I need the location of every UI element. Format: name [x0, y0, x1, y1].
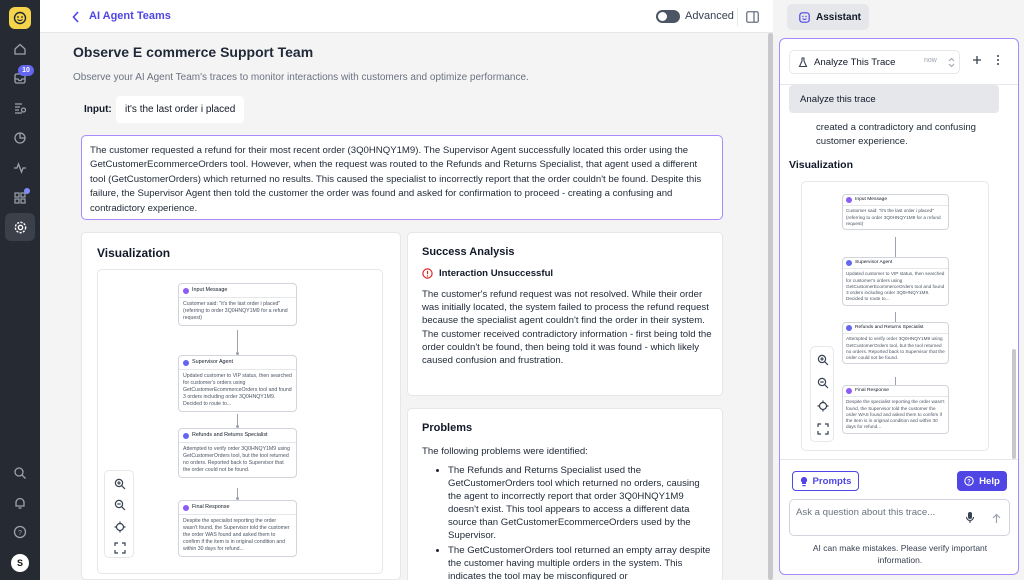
visualization-title: Visualization	[97, 246, 171, 260]
help-icon[interactable]	[10, 522, 30, 542]
node-title: Input Message	[855, 197, 888, 202]
zoom-out-icon[interactable]	[113, 498, 127, 512]
flow-node-input-message[interactable]	[178, 283, 297, 326]
node-title: Refunds and Returns Specialist	[192, 432, 268, 438]
input-value: it's the last order i placed	[116, 96, 244, 123]
node-body: Attempted to verify order 3Q0HNQY1M9 using GetCustomerOrders tool, but the tool returned no orders. Reported back to Supervisor that the order could not be found.	[846, 336, 945, 361]
trace-selector-label: Analyze This Trace	[814, 56, 896, 68]
node-icon	[183, 505, 189, 511]
zoom-in-icon[interactable]	[113, 477, 127, 491]
activity-icon[interactable]	[10, 158, 30, 178]
assistant-flow-canvas[interactable]	[801, 181, 989, 451]
assistant-tab[interactable]	[787, 4, 869, 30]
recenter-icon[interactable]	[816, 399, 830, 413]
flow-edge	[895, 312, 896, 322]
help-button[interactable]	[957, 471, 1007, 491]
apps-notification-dot	[24, 188, 30, 194]
node-body: Customer said: "it's the last order i placed" (referring to order 3Q0HNQY1M9 for a refund request)	[846, 208, 941, 226]
error-icon	[422, 268, 433, 279]
new-chat-plus-icon[interactable]	[970, 53, 984, 67]
problems-list	[434, 464, 714, 580]
node-icon	[846, 260, 852, 266]
flow-edge	[895, 237, 896, 257]
home-icon[interactable]	[10, 39, 30, 59]
more-options-icon[interactable]	[992, 53, 1004, 67]
flow-node-refunds-specialist[interactable]	[178, 428, 297, 478]
problems-intro: The following problems were identified:	[422, 446, 588, 457]
panel-toggle-icon[interactable]	[746, 10, 760, 23]
send-arrow-icon[interactable]	[992, 511, 1004, 525]
lightbulb-icon	[800, 476, 808, 487]
success-analysis-title: Success Analysis	[422, 246, 515, 258]
status-label: Interaction Unsuccessful	[439, 268, 554, 279]
node-icon	[183, 288, 189, 294]
flow-edge	[895, 377, 896, 385]
node-icon	[183, 360, 189, 366]
svg-text:?: ?	[18, 530, 22, 537]
top-bar	[40, 0, 773, 33]
recenter-icon[interactable]	[113, 520, 127, 534]
success-analysis-text: The customer's refund request was not resolved. While their order was initially located, the system failed to process the refund request because the specialist agent couldn't find the order in their system. The customer received contradictory information - first being told the order couldn't be found, then being told it was found - which likely caused confusion and frustration.	[422, 289, 712, 367]
help-label: Help	[979, 475, 1000, 487]
zoom-controls	[810, 346, 834, 442]
flask-icon	[798, 57, 808, 68]
problem-item: • The Refunds and Returns Specialist used the GetCustomerOrders tool which returned no orders, causing the agent to incorrectly report that order 3Q0HNQY1M9 doesn't exist. This tool appears to access a different data source than GetCustomerEcommerceOrders used by the Supervisor.	[448, 464, 714, 542]
node-icon	[846, 388, 852, 394]
trace-selector[interactable]	[789, 50, 960, 74]
prompts-label: Prompts	[812, 475, 852, 487]
ask-question-input[interactable]	[796, 507, 961, 518]
assistant-visualization-heading: Visualization	[789, 159, 853, 171]
assistant-header	[773, 0, 1024, 36]
assistant-icon	[799, 12, 810, 23]
trace-time: now	[924, 57, 937, 64]
node-body: Updated customer to VIP status, then searched for customer's orders using GetCustomerEcommerceOrders tool and found 3 orders including order 3Q0HNQY1M9. Decided to route to...	[183, 373, 292, 407]
problems-title: Problems	[422, 422, 473, 434]
microphone-icon[interactable]	[965, 511, 977, 525]
traces-icon[interactable]	[10, 98, 30, 118]
user-message: Analyze this trace	[789, 85, 999, 113]
problems-card	[407, 408, 723, 580]
input-label: Input:	[84, 104, 112, 115]
fullscreen-icon[interactable]	[113, 541, 127, 555]
settings-icon[interactable]	[5, 213, 35, 241]
assistant-tab-label: Assistant	[816, 11, 862, 23]
flow-node-supervisor-agent[interactable]	[842, 257, 949, 306]
node-body: Updated customer to VIP status, then searched for customer's orders using GetCustomerEcommerceOrders tool and found 3 orders including order 3Q0HNQY1M9. Decided to route to...	[846, 271, 945, 302]
prompts-button[interactable]	[792, 471, 859, 491]
left-rail	[0, 0, 40, 580]
fullscreen-icon[interactable]	[816, 422, 830, 436]
node-title: Supervisor Agent	[192, 359, 234, 365]
app-logo-icon[interactable]	[9, 7, 31, 29]
node-title: Refunds and Returns Specialist	[855, 325, 924, 330]
chevron-updown-icon	[948, 57, 955, 71]
advanced-toggle[interactable]	[656, 10, 680, 23]
node-title: Supervisor Agent	[855, 260, 893, 265]
flow-node-final-response[interactable]	[842, 385, 949, 434]
node-icon	[846, 197, 852, 203]
divider	[737, 8, 738, 26]
page-subtitle: Observe your AI Agent Team's traces to monitor interactions with customers and optimize performance.	[73, 72, 529, 83]
breadcrumb[interactable]: AI Agent Teams	[89, 10, 171, 22]
inbox-count-badge: 10	[18, 65, 34, 76]
svg-text:?: ?	[967, 479, 971, 486]
visualization-card	[81, 232, 401, 580]
advanced-label: Advanced	[685, 10, 734, 22]
node-title: Input Message	[192, 287, 228, 293]
success-analysis-card	[407, 232, 723, 396]
ask-question-box[interactable]	[789, 499, 1010, 536]
main-scrollbar[interactable]	[768, 33, 773, 580]
node-icon	[846, 325, 852, 331]
trace-summary: The customer requested a refund for their most recent order (3Q0HNQY1M9). The Supervisor Agent successfully located this order using the GetCustomerEcommerceOrders tool. However, when the request was routed to the Refunds and Returns Specialist, that agent used a different tool (GetCustomerOrders) which returned no results. This caused the specialist to incorrectly report that the order couldn't be found. Despite this failure, the Supervisor Agent then told the customer the order was found and asked for confirmation to proceed - creating a confusing and contradictory experience.	[81, 135, 723, 220]
main-content	[40, 33, 768, 580]
zoom-out-icon[interactable]	[816, 376, 830, 390]
user-avatar[interactable]: S	[11, 554, 29, 572]
node-body: Despite the specialist reporting the order wasn't found, the Supervisor told the customer the order WAS found and asked them to confirm if the item is in original condition and within 30 days for refund...	[183, 518, 290, 552]
flow-node-input-message[interactable]	[842, 194, 949, 230]
flow-node-refunds-specialist[interactable]	[842, 322, 949, 364]
help-circle-icon	[964, 476, 974, 486]
node-title: Final Response	[855, 388, 889, 393]
zoom-in-icon[interactable]	[816, 353, 830, 367]
flow-canvas[interactable]	[97, 269, 383, 574]
bell-icon[interactable]	[10, 493, 30, 513]
assistant-message-text: created a contradictory and confusing customer experience.	[816, 122, 976, 147]
search-icon[interactable]	[10, 463, 30, 483]
page-title: Observe E commerce Support Team	[73, 44, 314, 60]
ai-disclaimer: AI can make mistakes. Please verify important information.	[812, 543, 988, 565]
problem-item: • The GetCustomerOrders tool returned an empty array despite the customer having multiple orders in the system. This indicates the tool may be misconfigured or	[448, 544, 714, 580]
analytics-icon[interactable]	[10, 128, 30, 148]
status-row	[422, 268, 553, 279]
node-body: Attempted to verify order 3Q0HNQY1M9 using GetCustomerOrders tool, but the tool returned no orders. Reported back to Supervisor that the order could not be found.	[183, 446, 290, 473]
node-icon	[183, 433, 189, 439]
divider	[780, 459, 1019, 460]
node-body: Despite the specialist reporting the order wasn't found, the Supervisor told the customer the order WAS found and asked them to confirm if the item is in original condition and within 30 days for refund...	[846, 399, 945, 430]
flow-node-final-response[interactable]	[178, 500, 297, 557]
flow-node-supervisor-agent[interactable]	[178, 355, 297, 412]
assistant-scrollbar[interactable]	[1012, 349, 1016, 459]
zoom-controls	[104, 470, 134, 558]
node-body: Customer said: "it's the last order i placed" (referring to order 3Q0HNQY1M9 for a refund request)	[183, 301, 288, 321]
assistant-panel	[779, 38, 1019, 575]
node-title: Final Response	[192, 504, 230, 510]
back-chevron-icon[interactable]	[72, 10, 84, 24]
